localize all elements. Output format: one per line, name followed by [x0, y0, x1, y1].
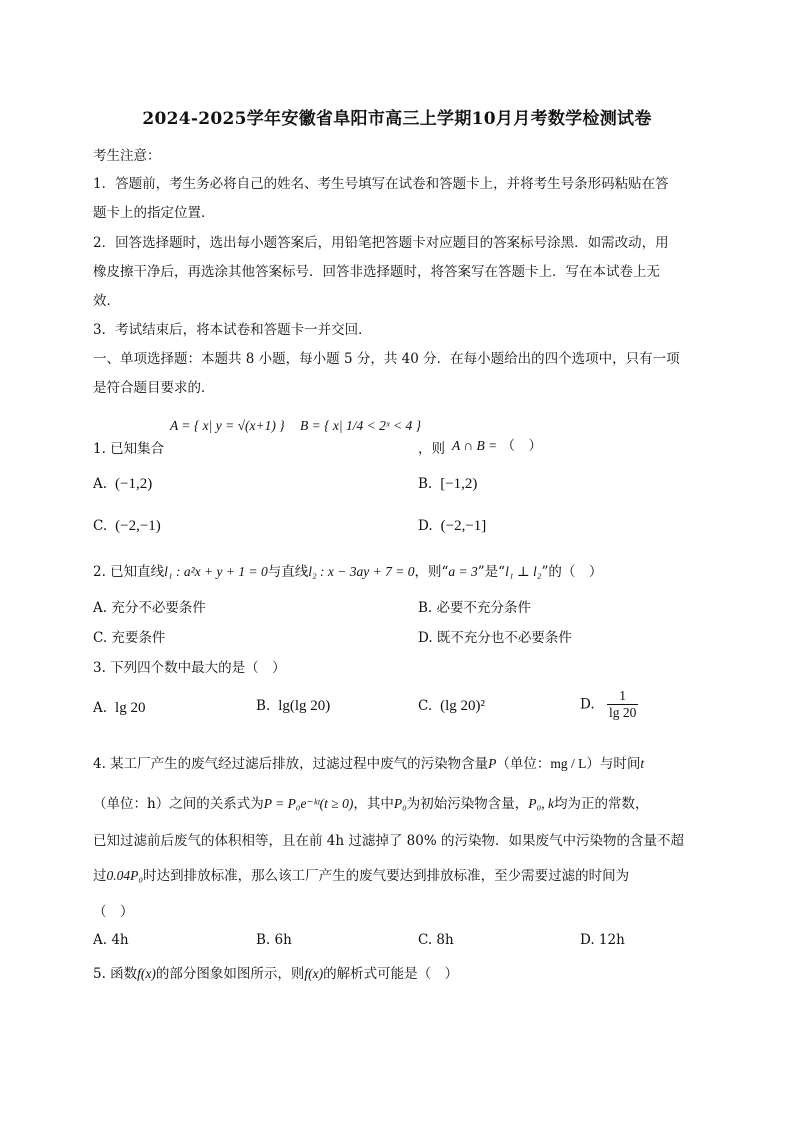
section-heading-cont: 是符合题目要求的． — [93, 380, 215, 396]
q4-l2e: 为初始污染物含量， — [406, 796, 529, 812]
notice-item-2-end: 效． — [93, 293, 120, 309]
q5-stem — [93, 962, 458, 982]
q1-option-a[interactable] — [93, 476, 152, 493]
q4-p0: P₀ — [393, 796, 407, 811]
q2-line-2: l₂ : x − 3ay + 7 = 0 — [308, 564, 415, 579]
q4-l4a: 过 — [93, 868, 107, 884]
q1-ask — [452, 434, 542, 454]
q1-set-b — [300, 418, 421, 434]
q4-l1c: （单位： — [496, 756, 551, 772]
q1-prefix: 1. 已知集合 — [93, 441, 165, 457]
q4-line-2 — [93, 792, 648, 812]
q4-l2g: 均为正的常数， — [553, 796, 649, 812]
q1-paren: （ ） — [501, 438, 543, 454]
q1-option-b[interactable] — [418, 476, 477, 493]
q3-option-d[interactable] — [580, 688, 638, 721]
option-label-b: B. — [256, 698, 271, 714]
q2-perp: l₁ ⊥ l₂ — [505, 564, 542, 579]
q3-option-c[interactable] — [418, 698, 485, 715]
q1-option-b-value: [−1,2) — [440, 476, 478, 492]
option-label-d: D. — [580, 696, 595, 713]
q4-var-t: t — [640, 756, 645, 771]
q4-line-1 — [93, 752, 644, 772]
q2-option-c[interactable]: C. 充要条件 — [93, 630, 166, 646]
q1-option-c-value: (−2,−1) — [115, 518, 161, 534]
q2-p2: 与直线 — [267, 564, 309, 580]
option-label-c: C. — [93, 518, 108, 534]
q2-option-a[interactable]: A. 充分不必要条件 — [93, 600, 206, 616]
q4-var-p: P — [488, 756, 497, 771]
option-label-c: C. — [418, 698, 433, 714]
option-label-b: B. — [418, 476, 433, 492]
q3-option-a[interactable] — [93, 700, 145, 717]
notice-item-2-cont: 橡皮擦干净后，再选涂其他答案标号．回答非选择题时，将答案写在答题卡上．写在本试卷上无 — [93, 264, 660, 280]
q5-a: 5. 函数 — [93, 966, 138, 982]
q2-stem — [93, 560, 602, 580]
q1-option-c[interactable] — [93, 518, 161, 535]
q4-l2a: （单位：h）之间的关系式为 — [93, 796, 264, 812]
q2-p3: ，则“ — [414, 564, 449, 580]
q1-set-a-text: A = { x| y = √(x+1) } — [170, 418, 285, 433]
q3-option-b-value: lg(lg 20) — [278, 698, 331, 714]
q5-b: 的部分图象如图所示，则 — [155, 966, 305, 982]
q4-formula: P = P₀e⁻ᵏᵗ(t ≥ 0) — [263, 796, 354, 811]
q4-option-b[interactable]: B. 6h — [256, 932, 292, 948]
q2-option-b[interactable]: B. 必要不充分条件 — [418, 600, 532, 616]
q3-option-d-fraction — [607, 688, 638, 721]
page-title: 2024-2025学年安徽省阜阳市高三上学期10月月考数学检测试卷 — [142, 109, 652, 129]
q1-then: ，则 — [418, 441, 445, 457]
notice-item-3: 3．考试结束后，将本试卷和答题卡一并交回． — [93, 322, 372, 338]
notice-heading: 考生注意： — [93, 148, 161, 164]
q1-ask-text: A ∩ B = — [452, 438, 498, 453]
q2-line-1: l₁ : a²x + y + 1 = 0 — [164, 564, 268, 579]
q4-line-3: 已知过滤前后废气的体积相等，且在前 4h 过滤掉了 80% 的污染物．如果废气中污染物的含量不超 — [93, 833, 684, 849]
section-heading: 一、单项选择题：本题共 8 小题，每小题 5 分，共 40 分．在每小题给出的四个选项中，只有一项 — [93, 351, 680, 367]
q1-option-d[interactable] — [418, 518, 486, 535]
q4-threshold: 0.04P₀ — [106, 868, 144, 883]
q4-constants: P₀, k — [528, 796, 554, 811]
q4-option-d[interactable]: D. 12h — [580, 932, 625, 948]
q5-fx: f(x) — [137, 966, 156, 981]
q1-set-b-text: B = { x| 1/4 < 2ˣ < 4 } — [300, 418, 422, 433]
q5-c: 的解析式可能是（ ） — [323, 966, 459, 982]
notice-item-1-cont: 题卡上的指定位置． — [93, 205, 215, 221]
q1-option-a-value: (−1,2) — [115, 476, 153, 492]
q5-fx-2: f(x) — [304, 966, 324, 981]
q2-p5: ”的（ ） — [541, 564, 603, 580]
q4-unit: mg / L — [550, 756, 587, 771]
q2-p1: 2. 已知直线 — [93, 564, 165, 580]
option-label-a: A. — [93, 476, 108, 492]
q3-option-d-num: 1 — [607, 688, 638, 705]
q2-p4: ”是“ — [477, 564, 506, 580]
q1-option-d-value: (−2,−1] — [440, 518, 487, 534]
q4-l1e: ）与时间 — [586, 756, 641, 772]
option-label-d: D. — [418, 518, 433, 534]
q4-paren: （ ） — [93, 904, 134, 920]
q1-set-a — [170, 418, 285, 434]
q3-option-b[interactable] — [256, 698, 330, 715]
q3-stem: 3. 下列四个数中最大的是（ ） — [93, 660, 286, 676]
q4-option-c[interactable]: C. 8h — [418, 932, 454, 948]
q4-l1a: 4. 某工厂产生的废气经过滤后排放，过滤过程中废气的污染物含量 — [93, 756, 489, 772]
q3-option-a-value: lg 20 — [115, 700, 146, 716]
q4-option-a[interactable]: A. 4h — [93, 932, 129, 948]
notice-item-2: 2．回答选择题时，选出每小题答案后，用铅笔把答题卡对应题目的答案标号涂黑．如需改动，用 — [93, 235, 669, 251]
q2-option-d[interactable]: D. 既不充分也不必要条件 — [418, 630, 572, 646]
option-label-a: A. — [93, 700, 108, 716]
q2-cond: a = 3 — [448, 564, 478, 579]
q3-option-d-den: lg 20 — [608, 705, 637, 720]
q3-option-c-value: (lg 20)² — [440, 698, 486, 714]
q4-l4c: 时达到排放标准，那么该工厂产生的废气要达到排放标准，至少需要过滤的时间为 — [143, 868, 630, 884]
q4-l2c: ，其中 — [353, 796, 394, 812]
notice-item-1: 1．答题前，考生务必将自己的姓名、考生号填写在试卷和答题卡上，并将考生号条形码粘贴在答 — [93, 176, 669, 192]
q4-line-4 — [93, 864, 629, 884]
